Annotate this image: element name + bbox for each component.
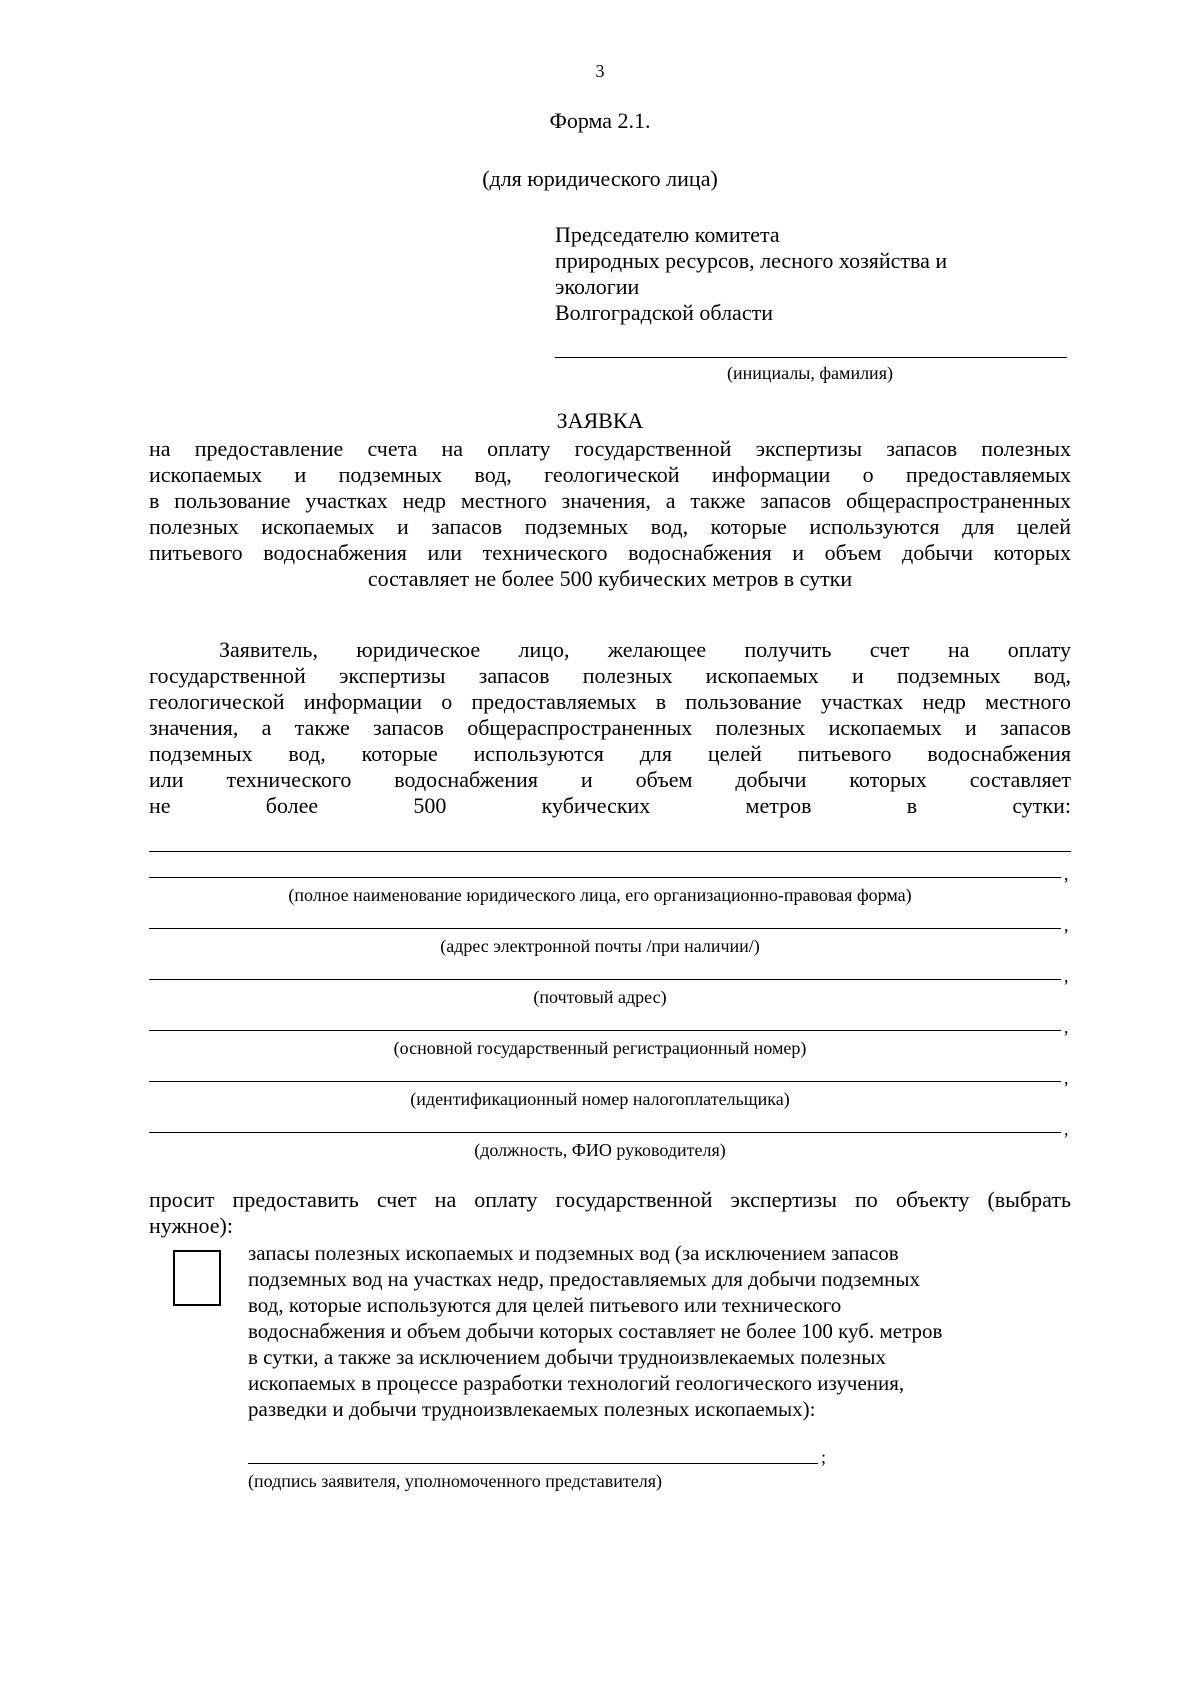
ogrn-caption: (основной государственный регистрационный номер) bbox=[393, 1038, 807, 1058]
intro-line: или технического водоснабжения и объем добычи которых составляет bbox=[149, 767, 1071, 792]
option-line: в сутки, а также за исключением добычи трудноизвлекаемых полезных bbox=[248, 1345, 886, 1369]
field-comma: , bbox=[1064, 1068, 1069, 1088]
intro-line: значения, а также запасов общераспространенных полезных ископаемых и запасов bbox=[149, 715, 1071, 740]
subject-paragraph bbox=[149, 436, 1071, 592]
subject-line: полезных ископаемых и запасов подземных вод, которые используются для целей bbox=[149, 514, 1071, 539]
option-line: ископаемых в процессе разработки технологий геологического изучения, bbox=[248, 1371, 905, 1395]
intro-line: государственной экспертизы запасов полезных ископаемых и подземных вод, bbox=[149, 663, 1071, 688]
intro-line: геологической информации о предоставляемых в пользование участках недр местного bbox=[149, 689, 1071, 714]
document-heading: ЗАЯВКА bbox=[556, 408, 644, 433]
request-line: просит предоставить счет на оплату государственной экспертизы по объекту (выбрать bbox=[149, 1187, 1071, 1212]
intro-paragraph bbox=[149, 637, 1071, 819]
field-comma: , bbox=[1064, 864, 1069, 884]
addressee-block bbox=[555, 222, 947, 326]
option-text bbox=[248, 1240, 942, 1422]
signature-line[interactable] bbox=[248, 1463, 818, 1464]
page-number: 3 bbox=[595, 61, 605, 81]
option-checkbox[interactable] bbox=[173, 1250, 221, 1306]
addressee-line: Волгоградской области bbox=[555, 300, 773, 325]
subject-line: питьевого водоснабжения или технического водоснабжения и объем добычи которых bbox=[149, 540, 1071, 565]
field-comma: , bbox=[1064, 1017, 1069, 1037]
email-line[interactable] bbox=[149, 928, 1061, 929]
field-comma: , bbox=[1064, 915, 1069, 935]
ogrn-line[interactable] bbox=[149, 1030, 1061, 1031]
signature-caption: (подпись заявителя, уполномоченного представителя) bbox=[248, 1471, 663, 1491]
field-comma: , bbox=[1064, 966, 1069, 986]
full-name-caption: (полное наименование юридического лица, его организационно-правовая форма) bbox=[288, 885, 912, 905]
addressee-line: Председателю комитета bbox=[555, 222, 780, 247]
inn-caption: (идентификационный номер налогоплательщика) bbox=[410, 1089, 790, 1109]
form-subtitle: (для юридического лица) bbox=[482, 166, 718, 191]
inn-line[interactable] bbox=[149, 1081, 1061, 1082]
request-line: нужное): bbox=[149, 1213, 233, 1238]
option-line: подземных вод на участках недр, предоставляемых для добычи подземных bbox=[248, 1267, 921, 1291]
subject-line: в пользование участках недр местного значения, а также запасов общераспространенных bbox=[149, 488, 1071, 513]
option-line: вод, которые используются для целей питьевого или технического bbox=[248, 1293, 842, 1317]
postal-address-line[interactable] bbox=[149, 979, 1061, 980]
addressee-line: природных ресурсов, лесного хозяйства и bbox=[555, 248, 948, 273]
intro-line: подземных вод, которые используются для целей питьевого водоснабжения bbox=[149, 741, 1071, 766]
addressee-name-line[interactable] bbox=[555, 357, 1067, 358]
field-comma: , bbox=[1064, 1119, 1069, 1139]
intro-line: Заявитель, юридическое лицо, желающее получить счет на оплату bbox=[219, 637, 1071, 662]
full-name-line-1[interactable] bbox=[149, 851, 1071, 852]
addressee-caption: (инициалы, фамилия) bbox=[727, 363, 893, 383]
postal-caption: (почтовый адрес) bbox=[533, 987, 667, 1007]
option-line: водоснабжения и объем добычи которых составляет не более 100 куб. метров bbox=[248, 1319, 943, 1343]
subject-line: ископаемых и подземных вод, геологической информации о предоставляемых bbox=[149, 462, 1071, 487]
addressee-line: экологии bbox=[555, 274, 640, 299]
head-line[interactable] bbox=[149, 1132, 1061, 1133]
signature-semicolon: ; bbox=[821, 1447, 827, 1467]
head-caption: (должность, ФИО руководителя) bbox=[474, 1140, 726, 1160]
request-paragraph bbox=[149, 1187, 1071, 1239]
option-line: запасы полезных ископаемых и подземных вод (за исключением запасов bbox=[248, 1241, 899, 1265]
full-name-line-2[interactable] bbox=[149, 877, 1061, 878]
email-caption: (адрес электронной почты /при наличии/) bbox=[440, 936, 760, 956]
subject-line: на предоставление счета на оплату государственной экспертизы запасов полезных bbox=[149, 436, 1071, 461]
form-title: Форма 2.1. bbox=[549, 108, 651, 133]
intro-line: не более 500 кубических метров в сутки: bbox=[149, 793, 1071, 818]
option-line: разведки и добычи трудноизвлекаемых полезных ископаемых): bbox=[248, 1397, 816, 1421]
subject-line: составляет не более 500 кубических метров в сутки bbox=[367, 566, 853, 591]
